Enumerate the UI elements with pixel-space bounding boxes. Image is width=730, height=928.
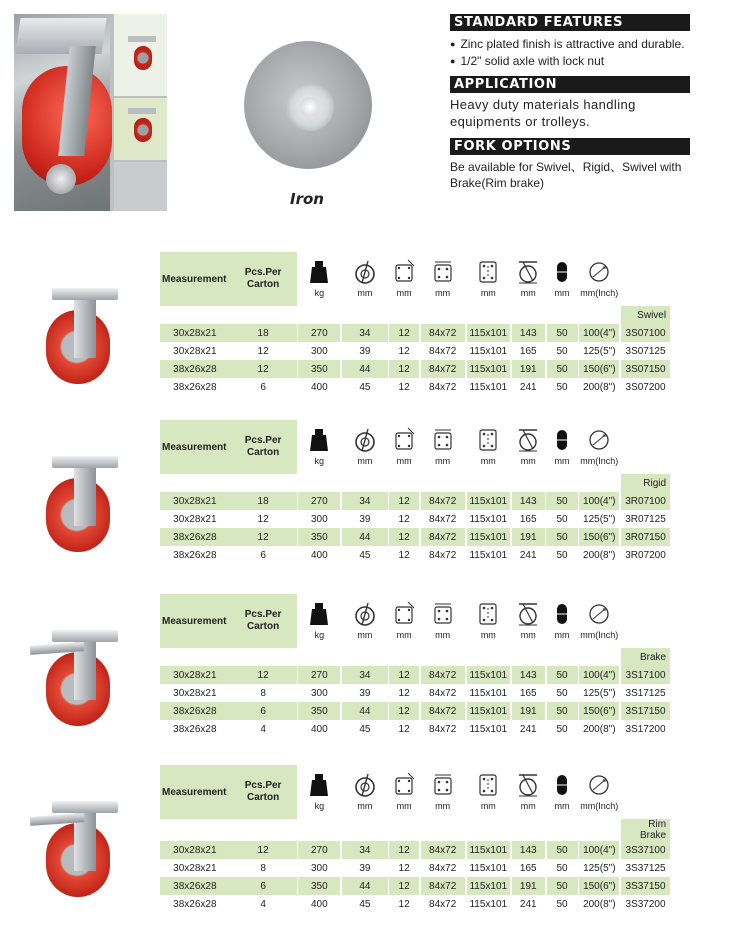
variant-label: Swivel xyxy=(621,306,670,324)
table-row xyxy=(160,492,730,510)
table-cell: 50 xyxy=(547,702,578,720)
product-section-rim-brake xyxy=(0,763,730,923)
table-cell: 84x72 xyxy=(421,684,465,702)
unit-label: kg xyxy=(314,288,325,298)
table-cell: 400 xyxy=(298,378,340,396)
application-text: Heavy duty materials handling equipments or trolleys. xyxy=(450,97,636,129)
unit-label: mm xyxy=(520,630,536,640)
table-cell: 50 xyxy=(547,360,578,378)
bolt-spacing-icon xyxy=(467,765,510,801)
table-cell: 50 xyxy=(547,720,578,738)
table-cell: 115x101 xyxy=(467,684,510,702)
pcs-per-carton-header: Pcs.Per Carton xyxy=(230,594,297,648)
caster-thumbnail-detail xyxy=(114,162,167,211)
table-cell: 200(8") xyxy=(579,895,619,913)
table-cell: 270 xyxy=(298,324,340,342)
table-cell: 150(6") xyxy=(579,877,619,895)
unit-label: mm xyxy=(480,630,496,640)
table-cell: 30x28x21 xyxy=(160,510,230,528)
table-cell: 12 xyxy=(230,841,297,859)
table-cell: 34 xyxy=(342,492,388,510)
table-cell: 38x26x28 xyxy=(160,360,230,378)
load-capacity-icon xyxy=(298,420,340,456)
table-cell: 3S17125 xyxy=(621,684,670,702)
overall-height-icon xyxy=(512,252,545,288)
load-capacity-icon xyxy=(298,252,340,288)
table-cell: 84x72 xyxy=(421,360,465,378)
table-cell: 84x72 xyxy=(421,528,465,546)
table-cell: 30x28x21 xyxy=(160,666,230,684)
unit-label: mm(Inch) xyxy=(580,288,619,298)
unit-label: mm xyxy=(396,456,412,466)
pcs-per-carton-header: Pcs.Per Carton xyxy=(230,252,297,306)
table-cell: 4 xyxy=(230,895,297,913)
table-cell: 39 xyxy=(342,342,388,360)
table-cell: 50 xyxy=(546,528,577,546)
pcs-per-carton-header: Pcs.Per Carton xyxy=(230,765,297,819)
table-cell: 165 xyxy=(512,684,545,702)
table-cell: 241 xyxy=(512,895,545,913)
table-cell: 50 xyxy=(547,666,578,684)
table-cell: 3R07150 xyxy=(621,528,670,546)
table-cell: 125(5") xyxy=(579,510,619,528)
table-cell: 84x72 xyxy=(421,324,465,342)
table-cell: 300 xyxy=(298,342,340,360)
overall-height-icon xyxy=(512,765,545,801)
table-cell: 400 xyxy=(298,720,340,738)
table-cell: 44 xyxy=(342,360,388,378)
unit-label: mm(Inch) xyxy=(580,630,619,640)
table-cell: 12 xyxy=(389,324,418,342)
caster-thumbnail-rigid xyxy=(114,98,167,160)
table-row xyxy=(160,546,730,564)
table-cell: 84x72 xyxy=(421,492,465,510)
table-cell: 38x26x28 xyxy=(160,702,230,720)
table-cell: 84x72 xyxy=(421,510,465,528)
table-row xyxy=(160,360,730,378)
measurement-header: Measurement xyxy=(160,594,230,648)
table-row xyxy=(160,666,730,684)
table-cell: 300 xyxy=(298,684,340,702)
measurement-header: Measurement xyxy=(160,420,230,474)
table-cell: 45 xyxy=(342,378,388,396)
table-cell: 45 xyxy=(342,720,388,738)
caster-image-swivel xyxy=(38,288,134,398)
table-cell: 8 xyxy=(230,859,297,877)
unit-label: mm xyxy=(480,456,496,466)
table-cell: 84x72 xyxy=(421,720,465,738)
table-cell: 3S37200 xyxy=(621,895,670,913)
product-photo-collage xyxy=(14,14,167,211)
table-row xyxy=(160,378,730,396)
table-cell: 30x28x21 xyxy=(160,841,230,859)
unit-label: mm xyxy=(357,801,373,811)
table-cell: 100(4") xyxy=(579,666,619,684)
unit-label: mm xyxy=(480,288,496,298)
variant-label: Rim Brake xyxy=(621,819,670,841)
table-cell: 30x28x21 xyxy=(160,492,230,510)
table-cell: 12 xyxy=(389,859,418,877)
fork-options-section xyxy=(450,138,690,191)
table-cell: 165 xyxy=(512,859,545,877)
table-cell: 200(8") xyxy=(579,546,619,564)
unit-label: mm xyxy=(520,456,536,466)
table-cell: 270 xyxy=(298,666,340,684)
unit-label: mm xyxy=(435,456,451,466)
table-cell: 39 xyxy=(342,510,388,528)
table-cell: 115x101 xyxy=(467,666,510,684)
table-cell: 115x101 xyxy=(467,877,510,895)
unit-label: mm xyxy=(435,288,451,298)
table-cell: 39 xyxy=(342,859,388,877)
table-row xyxy=(160,510,730,528)
table-cell: 100(4") xyxy=(579,841,619,859)
table-cell: 45 xyxy=(342,546,388,564)
fork-options-text: Be available for Swivel、Rigid、Swivel with Brake(Rim brake) xyxy=(450,160,682,190)
table-cell: 6 xyxy=(230,378,297,396)
table-cell: 115x101 xyxy=(467,720,510,738)
table-cell: 8 xyxy=(230,684,297,702)
table-cell: 191 xyxy=(512,702,545,720)
table-cell: 125(5") xyxy=(579,684,619,702)
unit-label: kg xyxy=(314,801,325,811)
table-cell: 6 xyxy=(230,877,297,895)
table-cell: 12 xyxy=(389,360,418,378)
caster-image-brake xyxy=(38,630,134,740)
table-cell: 100(4") xyxy=(579,492,619,510)
table-cell: 350 xyxy=(298,528,340,546)
table-cell: 18 xyxy=(230,324,297,342)
table-cell: 3R07200 xyxy=(621,546,670,564)
caster-image-rim-brake xyxy=(38,801,134,911)
table-cell: 3S37125 xyxy=(621,859,670,877)
table-cell: 241 xyxy=(512,378,545,396)
unit-label: mm xyxy=(520,288,536,298)
table-cell: 115x101 xyxy=(467,342,510,360)
table-cell: 143 xyxy=(512,841,545,859)
table-cell: 50 xyxy=(547,378,578,396)
spec-table-rigid xyxy=(160,420,730,564)
table-cell: 115x101 xyxy=(467,702,510,720)
wheel-diameter-icon xyxy=(579,420,619,456)
caster-closeup-photo xyxy=(14,14,110,211)
table-cell: 3S07200 xyxy=(621,378,670,396)
table-cell: 38x26x28 xyxy=(160,528,230,546)
offset-icon xyxy=(342,594,388,630)
table-cell: 84x72 xyxy=(421,378,465,396)
unit-label: mm xyxy=(396,630,412,640)
table-cell: 44 xyxy=(342,877,388,895)
unit-label: mm xyxy=(357,288,373,298)
product-section-brake xyxy=(0,592,730,752)
bolt-spacing-icon xyxy=(467,252,510,288)
table-cell: 3R07100 xyxy=(621,492,670,510)
table-cell: 300 xyxy=(298,510,340,528)
table-cell: 38x26x28 xyxy=(160,877,230,895)
table-cell: 3S37150 xyxy=(621,877,670,895)
table-cell: 165 xyxy=(512,510,545,528)
table-cell: 38x26x28 xyxy=(160,378,230,396)
unit-label: mm xyxy=(554,288,570,298)
table-cell: 3S17150 xyxy=(621,702,670,720)
table-cell: 400 xyxy=(298,546,340,564)
unit-label: mm(Inch) xyxy=(580,801,619,811)
fork-options-heading: FORK OPTIONS xyxy=(450,138,690,155)
table-cell: 3S07125 xyxy=(621,342,670,360)
wheel-width-icon xyxy=(547,252,578,288)
feature-item: ● Zinc plated finish is attractive and durable. xyxy=(450,36,690,53)
offset-icon xyxy=(342,420,388,456)
table-cell: 34 xyxy=(342,324,388,342)
standard-features-section xyxy=(450,14,690,70)
table-cell: 191 xyxy=(512,360,545,378)
table-cell: 191 xyxy=(512,877,545,895)
table-cell: 12 xyxy=(389,666,418,684)
unit-label: mm xyxy=(554,456,570,466)
table-cell: 143 xyxy=(512,324,545,342)
table-cell: 12 xyxy=(389,841,418,859)
table-cell: 350 xyxy=(298,360,340,378)
table-cell: 125(5") xyxy=(579,859,619,877)
unit-label: mm xyxy=(396,288,412,298)
measurement-header: Measurement xyxy=(160,765,230,819)
table-cell: 50 xyxy=(546,546,577,564)
table-cell: 270 xyxy=(298,492,340,510)
unit-label: mm xyxy=(357,456,373,466)
table-row xyxy=(160,841,730,859)
table-cell: 6 xyxy=(230,702,297,720)
table-cell: 50 xyxy=(546,492,577,510)
table-cell: 50 xyxy=(547,324,578,342)
table-cell: 84x72 xyxy=(421,859,465,877)
offset-icon xyxy=(342,252,388,288)
table-cell: 115x101 xyxy=(467,859,510,877)
table-cell: 12 xyxy=(389,378,418,396)
table-cell: 84x72 xyxy=(421,546,465,564)
variant-label: Rigid xyxy=(621,474,670,492)
table-cell: 12 xyxy=(389,720,418,738)
table-cell: 3R07125 xyxy=(621,510,670,528)
table-cell: 30x28x21 xyxy=(160,324,230,342)
table-row xyxy=(160,877,730,895)
table-cell: 3S07100 xyxy=(621,324,670,342)
iron-wheel-image xyxy=(244,41,372,169)
table-cell: 50 xyxy=(547,859,578,877)
table-row xyxy=(160,342,730,360)
table-cell: 34 xyxy=(342,841,388,859)
caster-image-rigid xyxy=(38,456,134,566)
table-cell: 4 xyxy=(230,720,297,738)
table-cell: 115x101 xyxy=(467,360,510,378)
unit-label: mm xyxy=(357,630,373,640)
product-section-swivel xyxy=(0,250,730,410)
table-cell: 3S17100 xyxy=(621,666,670,684)
table-cell: 125(5") xyxy=(579,342,619,360)
table-cell: 44 xyxy=(342,528,388,546)
table-cell: 200(8") xyxy=(579,378,619,396)
table-cell: 84x72 xyxy=(421,666,465,684)
offset-icon xyxy=(342,765,388,801)
plate-size-icon xyxy=(421,252,465,288)
table-cell: 50 xyxy=(547,342,578,360)
unit-label: mm xyxy=(554,630,570,640)
application-heading: APPLICATION xyxy=(450,76,690,93)
table-cell: 241 xyxy=(512,720,545,738)
table-cell: 84x72 xyxy=(421,702,465,720)
bolt-spacing-icon xyxy=(467,594,510,630)
table-cell: 84x72 xyxy=(421,342,465,360)
table-cell: 44 xyxy=(342,702,388,720)
table-cell: 150(6") xyxy=(579,528,619,546)
table-cell: 12 xyxy=(389,895,418,913)
table-cell: 6 xyxy=(230,546,297,564)
table-cell: 84x72 xyxy=(421,877,465,895)
iron-label: Iron xyxy=(290,190,324,208)
table-row xyxy=(160,684,730,702)
table-cell: 300 xyxy=(298,859,340,877)
mount-height-icon xyxy=(389,252,418,288)
load-capacity-icon xyxy=(298,765,340,801)
unit-label: mm(Inch) xyxy=(580,456,619,466)
table-cell: 12 xyxy=(230,666,297,684)
spec-table-rim-brake xyxy=(160,765,730,913)
caster-thumbnail-swivel xyxy=(114,14,167,96)
table-cell: 38x26x28 xyxy=(160,720,230,738)
table-cell: 30x28x21 xyxy=(160,342,230,360)
plate-size-icon xyxy=(421,420,465,456)
table-cell: 38x26x28 xyxy=(160,546,230,564)
table-cell: 115x101 xyxy=(467,510,510,528)
table-cell: 115x101 xyxy=(467,546,510,564)
table-cell: 12 xyxy=(230,360,297,378)
table-cell: 12 xyxy=(389,546,418,564)
unit-label: kg xyxy=(314,630,325,640)
unit-label: mm xyxy=(554,801,570,811)
table-cell: 150(6") xyxy=(579,702,619,720)
overall-height-icon xyxy=(512,420,545,456)
table-cell: 12 xyxy=(389,510,418,528)
spec-table-brake xyxy=(160,594,730,738)
table-cell: 191 xyxy=(512,528,545,546)
table-cell: 39 xyxy=(342,684,388,702)
table-cell: 12 xyxy=(389,684,418,702)
unit-label: kg xyxy=(314,456,325,466)
table-cell: 115x101 xyxy=(467,841,510,859)
table-cell: 3S17200 xyxy=(621,720,670,738)
table-cell: 165 xyxy=(512,342,545,360)
table-cell: 12 xyxy=(389,702,418,720)
table-cell: 12 xyxy=(230,528,297,546)
table-row xyxy=(160,895,730,913)
table-row xyxy=(160,528,730,546)
table-cell: 18 xyxy=(230,492,297,510)
mount-height-icon xyxy=(389,765,418,801)
wheel-diameter-icon xyxy=(579,252,619,288)
table-cell: 100(4") xyxy=(579,324,619,342)
table-cell: 3S07150 xyxy=(621,360,670,378)
unit-label: mm xyxy=(520,801,536,811)
table-cell: 34 xyxy=(342,666,388,684)
table-cell: 50 xyxy=(546,510,577,528)
table-cell: 143 xyxy=(512,666,545,684)
table-cell: 45 xyxy=(342,895,388,913)
table-cell: 38x26x28 xyxy=(160,895,230,913)
mount-height-icon xyxy=(389,594,418,630)
application-section xyxy=(450,76,690,130)
pcs-per-carton-header: Pcs.Per Carton xyxy=(230,420,297,474)
table-cell: 50 xyxy=(547,877,578,895)
table-cell: 30x28x21 xyxy=(160,859,230,877)
table-cell: 50 xyxy=(547,684,578,702)
table-cell: 241 xyxy=(512,546,545,564)
table-cell: 115x101 xyxy=(467,378,510,396)
unit-label: mm xyxy=(480,801,496,811)
table-cell: 50 xyxy=(547,895,578,913)
table-cell: 350 xyxy=(298,702,340,720)
bolt-spacing-icon xyxy=(467,420,510,456)
table-cell: 115x101 xyxy=(467,895,510,913)
table-cell: 3S37100 xyxy=(621,841,670,859)
table-cell: 150(6") xyxy=(579,360,619,378)
table-row xyxy=(160,720,730,738)
table-cell: 84x72 xyxy=(421,895,465,913)
standard-features-heading: STANDARD FEATURES xyxy=(450,14,690,31)
plate-size-icon xyxy=(421,594,465,630)
table-cell: 84x72 xyxy=(421,841,465,859)
unit-label: mm xyxy=(435,801,451,811)
table-cell: 12 xyxy=(389,342,418,360)
overall-height-icon xyxy=(512,594,545,630)
wheel-width-icon xyxy=(546,420,577,456)
measurement-header: Measurement xyxy=(160,252,230,306)
table-cell: 12 xyxy=(389,528,418,546)
plate-size-icon xyxy=(421,765,465,801)
table-cell: 12 xyxy=(389,492,418,510)
table-cell: 115x101 xyxy=(467,324,510,342)
table-cell: 270 xyxy=(298,841,340,859)
table-row xyxy=(160,324,730,342)
table-cell: 350 xyxy=(298,877,340,895)
table-row xyxy=(160,702,730,720)
spec-table-swivel xyxy=(160,252,730,396)
table-row xyxy=(160,859,730,877)
mount-height-icon xyxy=(389,420,418,456)
table-cell: 115x101 xyxy=(467,492,510,510)
table-cell: 200(8") xyxy=(579,720,619,738)
table-cell: 115x101 xyxy=(467,528,510,546)
unit-label: mm xyxy=(396,801,412,811)
table-cell: 50 xyxy=(547,841,578,859)
load-capacity-icon xyxy=(298,594,340,630)
unit-label: mm xyxy=(435,630,451,640)
table-cell: 143 xyxy=(512,492,545,510)
wheel-width-icon xyxy=(547,765,578,801)
variant-label: Brake xyxy=(621,648,670,666)
product-section-rigid xyxy=(0,418,730,578)
table-cell: 12 xyxy=(389,877,418,895)
table-cell: 400 xyxy=(298,895,340,913)
table-cell: 30x28x21 xyxy=(160,684,230,702)
table-cell: 12 xyxy=(230,510,297,528)
wheel-diameter-icon xyxy=(579,594,619,630)
wheel-diameter-icon xyxy=(579,765,619,801)
feature-item: ● 1/2" solid axle with lock nut xyxy=(450,53,690,70)
table-cell: 12 xyxy=(230,342,297,360)
wheel-width-icon xyxy=(547,594,578,630)
